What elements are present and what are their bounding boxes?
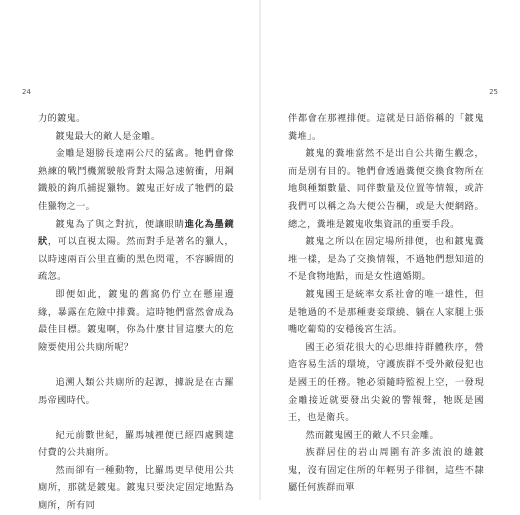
paragraph: 即便如此，鍍鬼的舊窩仍佇立在懸崖邊緣，暴露在危險中排糞。這時牠們當然會成為最佳目標。鍍鬼啊，你為什麼甘冒這麼大的危險要使用公共廁所呢？ bbox=[38, 288, 234, 353]
paragraph: 伴都會在那裡排便。這就是日語俗稱的「鍍鬼糞堆」。 bbox=[288, 113, 484, 142]
paragraph: 鍍鬼的糞堆當然不是出自公共衛生觀念，而是別有目的。牠們會透過糞便交換食物所在地與種類數量、同伴數量及位置等情報，或許我們可以稱之為大便公告欄，或是大便網路。總之，糞堆是鍍鬼收集資訊的重要手段。 bbox=[288, 148, 484, 230]
paragraph bbox=[38, 216, 234, 286]
paragraph-break bbox=[38, 409, 234, 427]
page-number-right: 25 bbox=[489, 88, 498, 96]
left-page bbox=[0, 0, 260, 512]
paragraph: 金雕是翅膀長達兩公尺的猛禽。牠們會像熟練的戰鬥機駕駛般背對太陽急速俯衝，用鋼鐵般的鉤爪捕捉獵物。鍍鬼正好成了牠們的最佳獵物之一。 bbox=[38, 148, 234, 212]
text-run: 鍍鬼為了與之對抗，便讓眼睛 bbox=[55, 218, 185, 230]
paragraph: 追溯人類公共廁所的起源，據說是在古羅馬帝國時代。 bbox=[38, 376, 234, 406]
paragraph: 國王必須花很大的心思維持群體秩序，營造容易生活的環境，守護族群不受外敵侵犯也是國王的任務。牠必須隨時監視上空，一發現金雕接近就要發出尖銳的警報聲，牠既是國王，也是衛兵。 bbox=[288, 341, 484, 424]
paragraph: 鍍鬼國王是統率女系社會的唯一雄性，但是牠過的不是那種妻妾環繞、躺在人家腿上張嘴吃葡萄的安穩後宮生活。 bbox=[288, 288, 484, 336]
paragraph: 然而卻有一種動物，比羅馬更早使用公共廁所，那就是鍍鬼。鍍鬼只要決定固定地點為廁所，所有同 bbox=[38, 464, 234, 512]
paragraph: 力的鍍鬼。 bbox=[38, 113, 86, 124]
text-run: ，可以直視太陽。然而對手是著名的獵人，以時速兩百公里直衝的黑色閃電，不容瞬間的疏忽。 bbox=[38, 236, 234, 283]
page-number-left: 24 bbox=[22, 88, 31, 96]
paragraph: 族群居住的岩山周圍有許多流浪的雄鍍鬼，沒有固定住所的年輕男子徘徊，這些不隸屬任何族群而單 bbox=[288, 447, 484, 494]
paragraph: 然而鍍鬼國王的敵人不只金雕。 bbox=[305, 429, 439, 441]
paragraph-break bbox=[38, 356, 234, 374]
bold-phrase: 進化為墨鏡狀 bbox=[38, 218, 235, 248]
right-page-text bbox=[288, 110, 484, 497]
paragraph: 鍍鬼之所以在固定場所排便，也和鍍鬼糞堆一樣，是為了交換情報，不過牠們想知道的不是食物地點，而是女性適婚期。 bbox=[288, 236, 484, 283]
left-page-text bbox=[38, 110, 234, 515]
right-page bbox=[260, 0, 520, 500]
paragraph: 鍍鬼最大的敵人是金雕。 bbox=[55, 130, 161, 142]
paragraph: 紀元前數世紀，羅馬城裡便已經四處興建付費的公共廁所。 bbox=[38, 429, 234, 459]
